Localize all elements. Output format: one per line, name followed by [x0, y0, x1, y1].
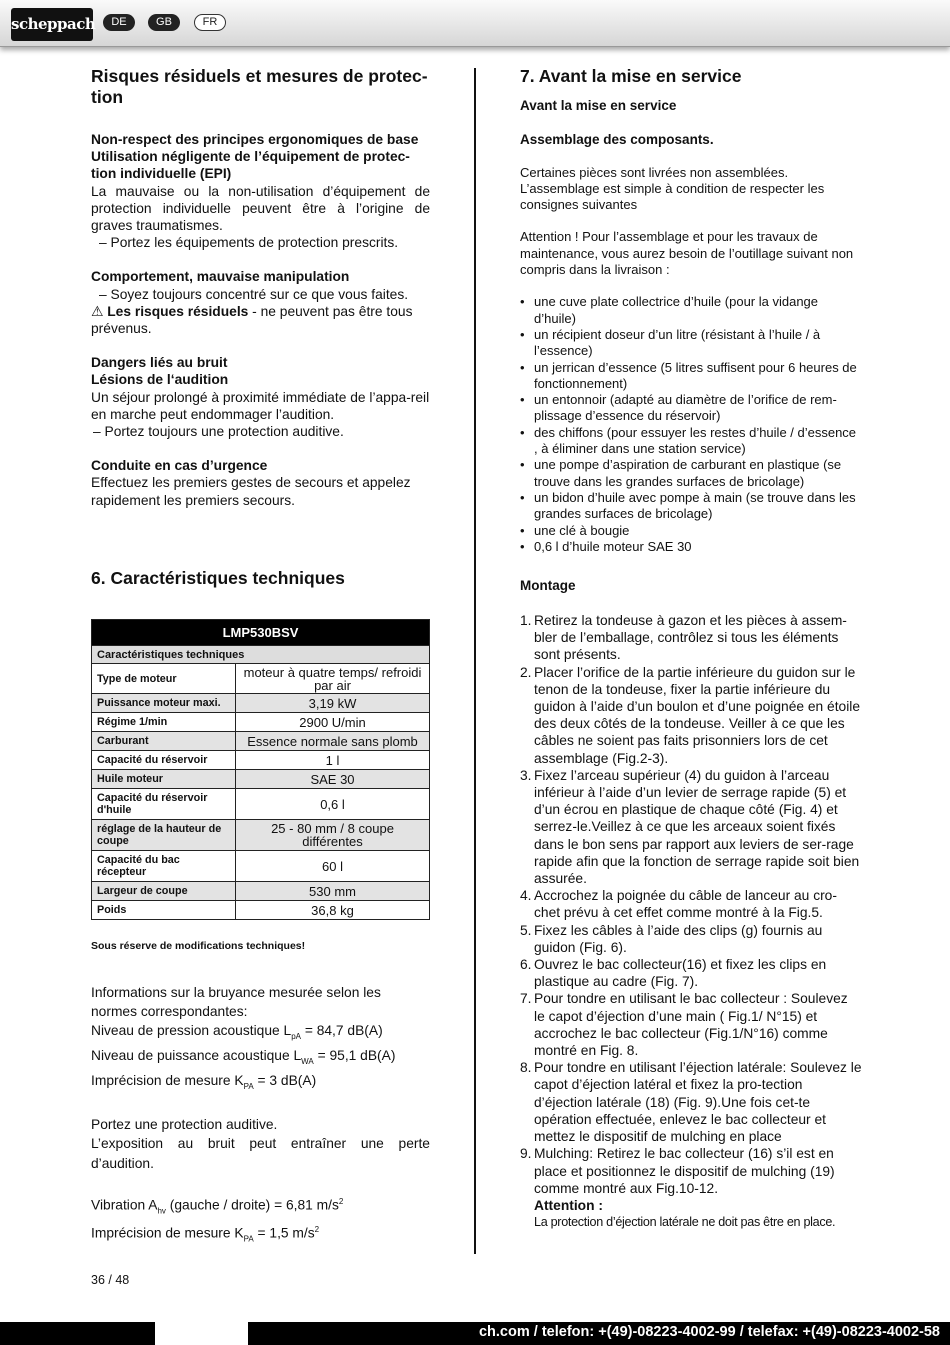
noise-info-intro: Informations sur la bruyance mesurée selon les normes correspondantes: [91, 985, 381, 1020]
list-item [520, 887, 862, 921]
step-number: 5. [520, 922, 532, 938]
spec-value: 36,8 kg [236, 901, 430, 920]
vibration-sup: 2 [338, 1196, 344, 1206]
montage-steps [520, 612, 862, 1231]
tools-list [520, 294, 860, 555]
uncertainty-line [91, 1071, 430, 1096]
assembly-intro: Certaines pièces sont livrées non assemblées. L’assemblage est simple à condition de respecter les consignes suivantes [520, 164, 825, 213]
vibration-uncertainty-line [91, 1220, 430, 1249]
hearing-protection-note: Portez une protection auditive. [91, 1117, 278, 1133]
step-number: 2. [520, 664, 532, 680]
spec-key: Puissance moteur maxi. [92, 694, 236, 713]
specs-table-wrap [91, 619, 430, 920]
step-text: Mulching: Retirez le bac collecteur (16) s’il est en place et positionnez le dispositif de mulching (19) comme montré aux Fig.10-12. [534, 1146, 835, 1196]
lang-gb-button[interactable]: GB [148, 14, 180, 31]
spec-value: moteur à quatre temps/ refroidi par air [236, 664, 430, 694]
list-item [520, 664, 862, 767]
uncertainty-value: = 3 dB(A) [253, 1073, 317, 1089]
attention-label: Attention : [534, 1197, 603, 1213]
commissioning-subtitle: Avant la mise en service [520, 98, 677, 113]
step-number: 3. [520, 767, 532, 783]
footer-contact: ch.com / telefon: +(49)-08223-4002-99 / telefax: +(49)-08223-4002-58 [478, 1324, 940, 1340]
spec-key: réglage de la hauteur de coupe [92, 820, 236, 851]
step-number: 6. [520, 957, 532, 973]
list-item: • une cuve plate collectrice d’huile (pour la vidange d’huile) [534, 294, 860, 327]
spec-value: 3,19 kW [236, 694, 430, 713]
assembly-subtitle: Assemblage des composants. [520, 132, 714, 148]
uncertainty-label: Imprécision de mesure K [91, 1073, 244, 1089]
sound-pressure-value: = 84,7 dB(A) [300, 1023, 383, 1039]
epi-heading: Utilisation négligente de l’équipement de protec-tion individuelle (EPI) [91, 149, 410, 182]
spec-value: 25 - 80 mm / 8 coupe différentes [236, 820, 430, 851]
residual-risks-title: Risques résiduels et mesures de protec-tion [91, 66, 428, 107]
spec-key: Capacité du réservoir d'huile [92, 789, 236, 820]
list-item: • une clé à bougie [534, 523, 860, 539]
tools-intro: Attention ! Pour l’assemblage et pour les travaux de maintenance, vous aurez besoin de l’outillage suivant non compris dans la livraison : [520, 229, 854, 278]
step-number: 8. [520, 1060, 532, 1076]
footer-gap [155, 1322, 248, 1345]
spec-value: 0,6 l [236, 789, 430, 820]
list-item [520, 612, 862, 664]
emergency-text: Effectuez les premiers gestes de secours et appelez rapidement les premiers secours. [91, 475, 411, 508]
spec-value: 60 l [236, 851, 430, 882]
spec-key: Capacité du bac récepteur [92, 851, 236, 882]
spec-key: Type de moteur [92, 664, 236, 694]
warning-icon: ⚠ [91, 303, 104, 319]
sound-power-label: Niveau de puissance acoustique L [91, 1048, 302, 1064]
residual-risk-text: - ne peuvent pas être tous prévenus. [91, 303, 413, 337]
vibration-value: (gauche / droite) = 6,81 m/s [165, 1197, 339, 1213]
spec-key: Carburant [92, 732, 236, 751]
list-item: • un entonnoir (adapté au diamètre de l’orifice de rem-plissage d’essence du réservoir) [534, 392, 860, 425]
behaviour-instruction: – Soyez toujours concentré sur ce que vous faites. [99, 286, 409, 302]
list-item: • un récipient doseur d’un litre (résistant à l’huile / à l’essence) [534, 327, 860, 360]
spec-key: Largeur de coupe [92, 882, 236, 901]
reserve-note: Sous réserve de modifications techniques! [91, 940, 306, 952]
sound-pressure-line [91, 1021, 430, 1046]
list-item: • des chiffons (pour essuyer les restes d’huile / d’essence , à éliminer dans une station service) [534, 425, 860, 458]
list-item: • un jerrican d’essence (5 litres suffisent pour 6 heures de fonctionnement) [534, 360, 860, 393]
specs-table [91, 619, 430, 920]
spec-value: Essence normale sans plomb [236, 732, 430, 751]
step-number: 7. [520, 991, 532, 1007]
spec-key: Capacité du réservoir [92, 751, 236, 770]
sound-pressure-sub: pA [291, 1032, 301, 1042]
montage-heading: Montage [520, 578, 576, 593]
left-column [91, 66, 430, 509]
spec-key: Poids [92, 901, 236, 920]
specs-title: 6. Caractéristiques techniques [91, 568, 345, 588]
step-text: Retirez la tondeuse à gazon et les pièces à assem-bler de l’emballage, contrôlez si tous les éléments sont présents. [534, 613, 847, 663]
epi-instruction: – Portez les équipements de protection prescrits. [99, 235, 399, 251]
vibration-uncertainty-value: = 1,5 m/s [253, 1226, 315, 1242]
step-text: Placer l’orifice de la partie inférieure du guidon sur le tenon de la tondeuse, fixer la partie inférieure du guidon à l’aide d’un boulon et d’une poignée en étoile des deux côtés de la tondeuse. Veiller à ce que les câbles ne soient pas faits prisonniers lors de cet assemblage (Fig.2-3). [534, 664, 861, 766]
specs-subheader: Caractéristiques techniques [92, 646, 430, 664]
spec-value: 530 mm [236, 882, 430, 901]
uncertainty-sub: PA [243, 1082, 254, 1092]
step-text: Pour tondre en utilisant le bac collecteur : Soulevez le capot d’éjection d’une main ( Fig.1/ N°15) et accrochez le bac collecteur (Fig.1/N°16) comme montré en Fig. 8. [534, 991, 848, 1059]
vibration-line [91, 1192, 430, 1221]
spec-value: 2900 U/min [236, 713, 430, 732]
vibration-uncertainty-label: Imprécision de mesure K [91, 1226, 244, 1242]
sound-power-sub: WA [301, 1057, 314, 1067]
spec-key: Régime 1/min [92, 713, 236, 732]
step-text: Pour tondre en utilisant l’éjection latérale: Soulevez le capot d’éjection latéral et fixez la pro-tection d’éjection latérale (18) (Fig. 9).Une fois cet-te opération effectuée, enlevez le bac collecteur et mettez le dispositif de mulching en place [534, 1060, 862, 1145]
noise-info-block [91, 983, 430, 1249]
exposure-note: L’exposition au bruit peut entraîner une perte d’audition. [91, 1136, 430, 1171]
sound-power-value: = 95,1 dB(A) [313, 1048, 396, 1064]
page-number: 36 / 48 [91, 1273, 130, 1287]
sound-pressure-label: Niveau de pression acoustique L [91, 1023, 292, 1039]
vibration-label: Vibration A [91, 1197, 158, 1213]
attention-text: La protection d’éjection latérale ne doit pas être en place. [534, 1215, 836, 1230]
list-item [520, 1145, 862, 1197]
residual-risk-label: Les risques résiduels [107, 303, 249, 319]
brand-logo: scheppach [11, 8, 93, 41]
list-item [520, 956, 862, 990]
step-text: Ouvrez le bac collecteur(16) et fixez les clips en plastique au cadre (Fig. 7). [534, 957, 827, 990]
right-column [520, 66, 860, 555]
noise-instruction: – Portez toujours une protection auditive. [93, 424, 344, 440]
list-item [520, 990, 862, 1059]
footer-bar [0, 1322, 950, 1345]
list-item [520, 1059, 862, 1145]
vibration-uncertainty-sup: 2 [314, 1225, 320, 1235]
emergency-heading: Conduite en cas d’urgence [91, 458, 268, 474]
step-number: 4. [520, 888, 532, 904]
lang-de-button[interactable]: DE [103, 14, 135, 31]
list-item: • 0,6 l d’huile moteur SAE 30 [534, 539, 860, 555]
model-name: LMP530BSV [92, 620, 430, 646]
column-divider [474, 68, 476, 1254]
step-text: Fixez les câbles à l’aide des clips (g) fournis au guidon (Fig. 6). [534, 922, 823, 955]
spec-value: 1 l [236, 751, 430, 770]
vibration-uncertainty-sub: PA [243, 1234, 254, 1244]
sound-power-line [91, 1046, 430, 1071]
list-item: • un bidon d’huile avec pompe à main (se trouve dans les grandes surfaces de bricolage) [534, 490, 860, 523]
commissioning-title: 7. Avant la mise en service [520, 66, 742, 86]
list-item: • une pompe d’aspiration de carburant en plastique (se trouve dans les grandes surfaces de bricolage) [534, 457, 860, 490]
noise-heading: Dangers liés au bruit [91, 355, 228, 371]
ergo-heading: Non-respect des principes ergonomiques de base [91, 132, 419, 147]
behaviour-heading: Comportement, mauvaise manipulation [91, 269, 350, 285]
spec-value: SAE 30 [236, 770, 430, 789]
hearing-heading: Lésions de l‘audition [91, 372, 229, 388]
steps-list [520, 612, 862, 1197]
epi-text: La mauvaise ou la non-utilisation d’équipement de protection individuelle peuvent être à l’origine de graves traumatismes. [91, 183, 430, 234]
vibration-sub: hv [157, 1206, 166, 1216]
step-number: 1. [520, 613, 532, 628]
spec-key: Huile moteur [92, 770, 236, 789]
step-number: 9. [520, 1146, 532, 1162]
lang-fr-button[interactable]: FR [194, 14, 226, 31]
header-bar [0, 0, 950, 47]
list-item [520, 922, 862, 956]
residual-risk-note [91, 303, 430, 337]
noise-text: Un séjour prolongé à proximité immédiate de l’appa-reil en marche peut endommager l’audition. [91, 389, 430, 422]
step-text: Fixez l’arceau supérieur (4) du guidon à l’arceau inférieur à l’aide d’un levier de serrage rapide (5) et d’un écrou en plastique de chaque côté (Fig. 4) et serrez-le.Veillez à ce que les arceaux soient fixés dans le bon sens par rapport aux leviers de ser-rage rapide afin que la fonction de serrage rapide soit bien assurée. [534, 767, 860, 887]
step-text: Accrochez la poignée du câble de lanceur au cro-chet prévu à cet effet comme montré à la Fig.5. [534, 888, 837, 921]
list-item [520, 767, 862, 887]
